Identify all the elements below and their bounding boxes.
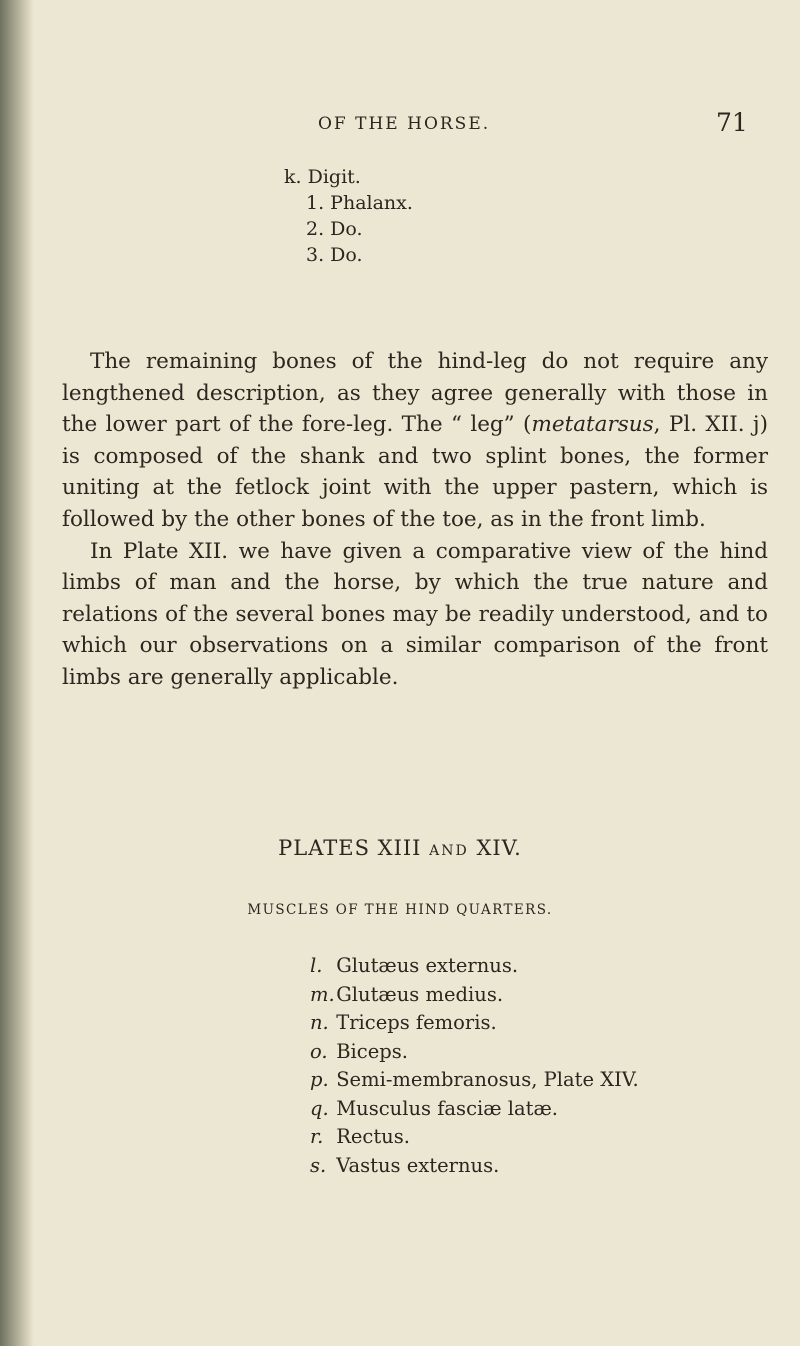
page-header — [0, 108, 800, 138]
item-name: Triceps femoris. — [336, 1011, 497, 1034]
item-name: Rectus. — [336, 1125, 410, 1148]
running-head: OF THE HORSE. — [318, 114, 491, 134]
item-letter: m. — [310, 982, 335, 1006]
digit-item: 3. Do. — [306, 244, 363, 266]
list-item — [310, 1038, 639, 1067]
item-name: Glutæus medius. — [336, 982, 504, 1006]
list-item — [310, 952, 639, 981]
digit-heading: k. Digit. — [284, 166, 361, 188]
list-item — [310, 1123, 639, 1152]
muscle-list — [310, 952, 639, 1180]
digit-list — [284, 164, 413, 268]
list-item — [310, 981, 639, 1010]
section-title-part: XIV. — [476, 836, 522, 860]
item-letter: r. — [310, 1125, 324, 1148]
section-subtitle: MUSCLES OF THE HIND QUARTERS. — [247, 902, 553, 918]
item-name: Glutæus externus. — [336, 954, 519, 977]
section-title-conjunction: AND — [429, 843, 469, 859]
item-letter: s. — [310, 1153, 327, 1177]
item-letter: q. — [310, 1096, 329, 1120]
paragraph-text: , Pl. XII. j) is composed of the shank and two splint bones, the former uniting at the fetlock joint with the upper pastern, which is followed by the other bones of the toe, as in the front limb. — [62, 412, 768, 532]
paragraph-hind-leg — [62, 346, 768, 536]
paragraph-text: The remaining bones of the hind-leg do not require any lengthened description, as they agree generally with those in the lower part of the fore-leg. The “ leg” ( — [62, 349, 768, 438]
italic-term: metatarsus — [531, 412, 654, 438]
item-name: Vastus externus. — [336, 1153, 500, 1177]
section-title-part: PLATES XIII — [278, 836, 422, 860]
item-letter: n. — [310, 1011, 329, 1034]
item-letter: l. — [310, 954, 323, 977]
item-letter: p. — [310, 1068, 329, 1091]
section-title — [0, 836, 800, 860]
item-name: Biceps. — [336, 1039, 408, 1063]
paragraph-comparative-view: In Plate XII. we have given a comparative view of the hind limbs of man and the horse, by which the true nature and relations of the several bones may be readily understood, and to which our observations on a similar comparison of the front limbs are generally applicable. — [62, 538, 768, 690]
item-name: Musculus fasciæ latæ. — [336, 1096, 558, 1120]
body-text — [62, 346, 768, 694]
digit-item: 1. Phalanx. — [306, 192, 413, 214]
item-name: Semi-membranosus, Plate XIV. — [336, 1068, 639, 1091]
list-item — [310, 1009, 639, 1038]
page-number: 71 — [716, 108, 748, 137]
item-letter: o. — [310, 1039, 328, 1063]
list-item — [310, 1095, 639, 1124]
digit-item: 2. Do. — [306, 218, 363, 240]
page-spine-shadow — [0, 0, 34, 1346]
list-item — [310, 1066, 639, 1095]
list-item — [310, 1152, 639, 1181]
